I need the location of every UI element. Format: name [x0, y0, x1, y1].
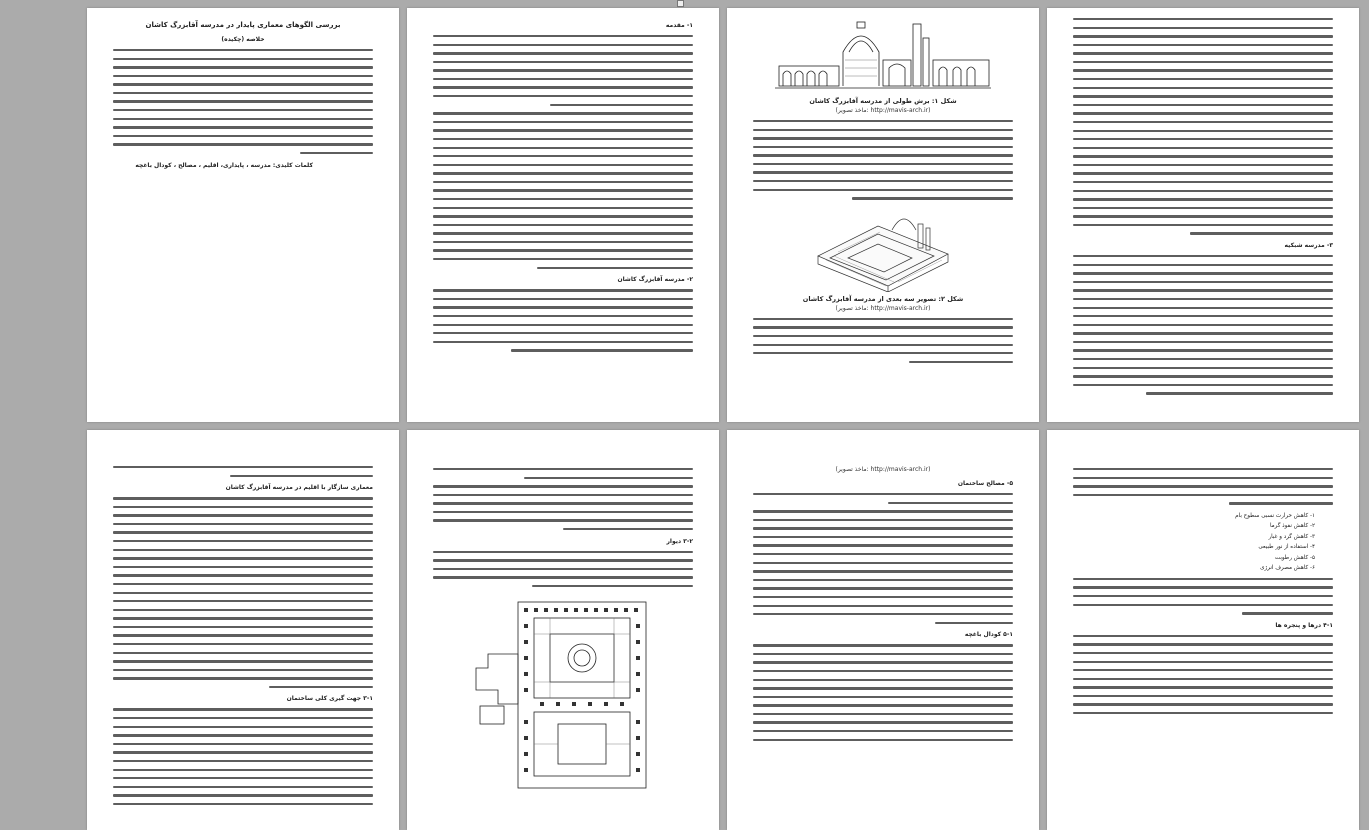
page8-text-3 — [1073, 635, 1333, 715]
list-item: ۵- کاهش رطوبت — [1274, 554, 1315, 561]
page8-text-2 — [1073, 578, 1333, 615]
figure-2-caption: شکل ۲: تصویر سه بعدی از مدرسه آقابزرگ کاشان — [802, 294, 964, 303]
list-item: ۱- کاهش حرارت نسبی سطوح بام — [1235, 512, 1315, 519]
page3-text-1 — [753, 120, 1013, 200]
figure-3d-drawing — [753, 206, 1013, 292]
figure-1-caption: شکل ۱: برش طولی از مدرسه آقابزرگ کاشان — [809, 97, 957, 105]
page-7 — [727, 430, 1039, 830]
page7-text-1 — [753, 493, 1013, 624]
section-heading-school: ۲- مدرسه آقابزرگ کاشان — [617, 276, 693, 284]
page4-text-2 — [1073, 255, 1333, 395]
benefits-list — [1073, 511, 1315, 574]
keywords: کلمات کلیدی: مدرسه ، پایداری، اقلیم ، مصالح ، کودال باغچه — [135, 161, 313, 169]
figure-plan-drawing — [433, 594, 693, 790]
page-5 — [87, 430, 399, 830]
page5-text-2 — [113, 497, 373, 688]
page-3 — [727, 8, 1039, 422]
figure-2-source: (ماخذ تصویر: http://mavis-arch.ir) — [835, 304, 931, 312]
list-item: ۴- استفاده از نور طبیعی — [1258, 544, 1315, 551]
page-8 — [1047, 430, 1359, 830]
school-text — [433, 289, 693, 351]
abstract-heading: خلاصه (چکیده) — [221, 36, 265, 43]
section-heading-kodal: ۵-۱ کودال باغچه — [964, 631, 1013, 639]
section-heading-orientation: ۳-۱ جهت گیری کلی ساختمان — [286, 695, 373, 703]
list-item: ۳- کاهش گرد و غبار — [1268, 533, 1315, 540]
page7-text-2 — [753, 644, 1013, 741]
page3-text-2 — [753, 318, 1013, 363]
section-heading-doors: ۴-۱ درها و پنجره ها — [1275, 621, 1333, 629]
list-item: ۶- کاهش مصرف انرژی — [1260, 565, 1315, 572]
section-heading-walls: ۳-۲ دیوار — [666, 537, 693, 545]
section-heading-materials: ۵- مصالح ساختمان — [957, 480, 1013, 487]
page8-text-1 — [1073, 468, 1333, 505]
paper-title: بررسی الگوهای معماری پایدار در مدرسه آقابزرگ کاشان — [145, 21, 341, 29]
intro-text — [433, 35, 693, 269]
figure-1-source: (ماخذ تصویر: http://mavis-arch.ir) — [835, 107, 931, 114]
section-heading-intro: ۱- مقدمه — [665, 22, 693, 29]
section-heading-climate: معماری سازگار با اقلیم در مدرسه آقابزرگ کاشان — [225, 484, 373, 492]
page-1 — [87, 8, 399, 422]
page6-text-2 — [433, 551, 693, 588]
abstract-text — [113, 49, 373, 154]
page-4 — [1047, 8, 1359, 422]
page-2 — [407, 8, 719, 422]
page7-top-source: (ماخذ تصویر: http://mavis-arch.ir) — [835, 466, 931, 473]
page4-text-1 — [1073, 18, 1333, 235]
page-6 — [407, 430, 719, 830]
list-item: ۲- کاهش نفوذ گرما — [1269, 523, 1315, 530]
figure-section-drawing — [753, 16, 1013, 94]
page5-text-1 — [113, 466, 373, 477]
page5-text-3 — [113, 708, 373, 805]
page6-text-1 — [433, 468, 693, 530]
resize-handle[interactable] — [677, 0, 684, 7]
section-heading-courtyard: ۳- مدرسه شبکیه — [1284, 242, 1333, 250]
